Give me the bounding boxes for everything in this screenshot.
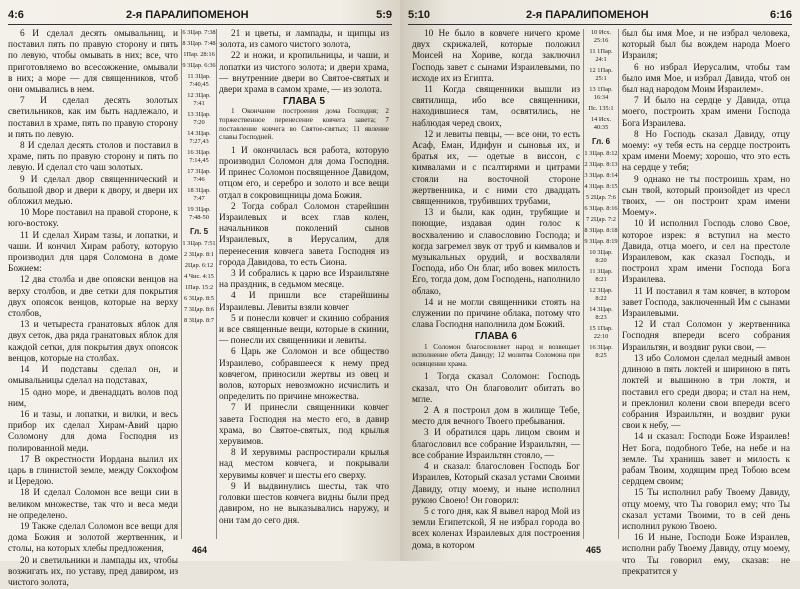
cross-ref: 15 1Пар. 22:10 — [589, 325, 613, 340]
cross-ref-chapter-label: Гл. 5 — [189, 227, 209, 236]
cross-ref: 13 1Пар. 16:34 — [589, 86, 613, 101]
cross-ref: 13 3Цар. 7:20 — [187, 111, 211, 126]
verse: 7 И сделал десять золотых светильников, как им быть надлежало, и поставил в храме, пять по правую сторону и пять по левую. — [8, 96, 178, 140]
header-verse-end: 6:16 — [769, 9, 792, 21]
text-column-2 — [219, 29, 389, 539]
text-column-1 — [8, 29, 178, 588]
verse: 16 и тазы, и лопатки, и вилки, и весь прибор их сделал Хирам-Авий царю Соломону для дома Господня из полированной меди. — [8, 409, 178, 454]
cross-ref: 8 3Цар. 8:18 — [584, 227, 618, 234]
verse: 7 И было на сердце у Давида, отца моего, построить храм имени Господа Бога Израилева. — [622, 96, 790, 129]
verse: 13 и четыреста гранатовых яблок для двух сеток, два ряда гранатовых яблок для каждой сетки, для покрытия двух опоясок венцов, которые на столбах. — [8, 320, 178, 364]
cross-ref: 14 Исх. 40:35 — [590, 116, 612, 131]
verse: 7 И принесли священники ковчег завета Господня на место его, в давир храма, во Святое-святых, под крылья херувимов. — [219, 403, 389, 448]
cross-ref: 12 3Цар. 7:41 — [187, 92, 211, 107]
cross-ref: 14 3Цар. 7:27,43 — [187, 130, 211, 145]
verse: 20 и светильники и лампады их, чтобы возжигать их, по уставу, пред давиром, из чистого золота, — [8, 555, 178, 588]
verse: 10 Не было в ковчеге ничего кроме двух скрижалей, которые положил Моисей на Хориве, когда заключил Господь завет с сынами Израилевыми, по исходе их из Египта. — [412, 29, 580, 84]
cross-ref: 11 3Цар. 7:40,45 — [187, 73, 211, 88]
verse: 9 И выдвинулись шесты, так что головки шестов ковчега видны были пред давиром, но не выказывались наружу, и они там до сего дня. — [219, 481, 389, 526]
verse: 4 и сказал: благословен Господь Бог Израилев, Который сказал устами Своими Давиду, отцу моему, и ныне исполнил рукою Своею! Он говорил: — [412, 462, 580, 506]
header-book-title: 2-я ПАРАЛИПОМЕНОН — [126, 9, 249, 21]
cross-ref: 3 3Цар. 8:14 — [584, 172, 618, 179]
cross-ref: 8 3Цар. 7:48 — [182, 40, 216, 47]
cross-ref: 10 Исх. 25:16 — [590, 29, 612, 44]
header-book-title: 2-я ПАРАЛИПОМЕНОН — [526, 9, 649, 21]
verse: 6 но избрал Иерусалим, чтобы там было имя Мое, и избрал Давида, чтоб он был над народом Моим Израилем». — [622, 62, 790, 96]
cross-ref: 2 3Цар. 8:13 — [584, 161, 618, 168]
cross-ref: 12 3Цар. 8:22 — [589, 287, 613, 302]
verse: 13 ибо Соломон сделал медный амвон длиною в пять локтей и шириною в пять локтей и вышиною в три локтя, и поставил его среди двора; и стал на нем, и преклонил колени свои впереди всего собрания Израильтян, и воздвиг руки свои к небу, — — [622, 353, 790, 432]
page-header — [408, 9, 792, 23]
verse: 14 И подставы сделал он, и омывальницы сделал на подставах, — [8, 365, 178, 387]
verse: 8 И херувимы распростирали крылья над местом ковчега, и покрывали херувимы ковчег и шесты его сверху. — [219, 448, 389, 481]
verse: 1 И окончилась вся работа, которую производил Соломон для дома Господня. И принес Соломон посвященное Давидом, отцом его, и серебро и золото и все вещи отдал в сокровищницы дома Божия. — [219, 145, 389, 201]
verse: 12 И стал Соломон у жертвенника Господня впереди всего собрания Израильтян, и воздвиг руки свои, — — [622, 320, 790, 353]
verse: 10 Море поставил на правой стороне, к юго-востоку. — [8, 208, 178, 230]
chapter-summary: 1 Соломон благословляет народ и возвещает исполнение обета Давиду; 12 молитва Соломона при освящении храма. — [412, 342, 580, 368]
verse: 5 с того дня, как Я вывел народ Мой из земли Египетской, Я не избрал города во всех коленах Израилевых для построения дома, в котором — [412, 506, 580, 551]
verse: 11 И поставил я там ковчег, в котором завет Господа, заключенный Им с сынами Израилевыми. — [622, 286, 790, 320]
verse: 5 и понесли ковчег и скинию собрания и все священные вещи, которые в скинии, — понесли их священники и левиты. — [219, 313, 389, 347]
cross-ref: 7 2Цар. 7:2 — [586, 216, 616, 223]
cross-ref: 12 1Пар. 25:1 — [589, 67, 613, 82]
cross-ref: 1 3Цар. 8:12 — [584, 150, 618, 157]
page-header — [8, 9, 392, 23]
verse: 21 и цветы, и лампады, и щипцы из золота, из самого чистого золота, — [219, 29, 389, 51]
header-rule — [8, 24, 392, 25]
verse: 6 И сделал десять омывальниц, и поставил пять по правую сторону и пять по левую, чтобы омывать в них; все, что приготовляемо во всесожжение, омывали в них; а море — для священников, чтоб они омывались в нем. — [8, 29, 178, 96]
verse: 3 И собрались к царю все Израильтяне на праздник, в седьмом месяце. — [219, 269, 389, 291]
verse: 12 и левиты певцы, — все они, то есть Асаф, Еман, Идифун и сыновья их, и братья их, — одетые в виссон, с кимвалами и с псалтирями и цитрами стояли на восточной стороне жертвенника, и с ними сто двадцать священников, трубивших трубами, — [412, 129, 580, 208]
verse: 18 И сделал Соломон все вещи сии в великом множестве, так что и веса меди не определено. — [8, 488, 178, 521]
cross-ref: 9 3Цар. 6:36 — [182, 62, 216, 69]
verse: 8 И сделал десять столов и поставил в храме, пять по правую сторону и пять по левую. И сделал сто чаш золотых. — [8, 141, 178, 174]
cross-ref: 9 3Цар. 8:19 — [584, 238, 618, 245]
header-rule — [408, 24, 792, 25]
verse: 15 Ты исполнил рабу Твоему Давиду, отцу моему, что Ты говорил ему; что Ты сказал устами Твоими, то в сей день исполнил рукою Твоею. — [622, 488, 790, 532]
verse: 17 В окрестности Иордана вылил их царь в глинистой земле, между Сокхофом и Цередою. — [8, 454, 178, 488]
cross-ref: 4 Чис. 4:15 — [184, 273, 214, 280]
cross-ref-chapter-label: Гл. 6 — [591, 137, 611, 146]
chapter-summary: 1 Окончание построения дома Господня; 2 торжественное перенесение ковчега завета; 7 поставление ковчега во Святое-святых; 11 явление славы Господней. — [219, 107, 389, 142]
cross-ref: 17 3Цар. 7:46 — [187, 168, 211, 183]
cross-ref: Пс. 135:1 — [588, 105, 614, 112]
left-page — [0, 0, 400, 588]
cross-ref: 11 1Пар. 24:1 — [589, 48, 613, 63]
cross-ref: 7 3Цар. 8:6 — [184, 306, 214, 313]
verse: 2 Тогда собрал Соломон старейшин Израилевых и всех глав колен, начальников поколений сынов Израилевых, в Иерусалим, для перенесения ковчега завета Господня из города Давидова, то есть Сиона. — [219, 201, 389, 268]
cross-ref: 8 3Цар. 8:7 — [184, 317, 214, 324]
verse: 10 И исполнил Господь слово Свое, которое изрек: я вступил на место Давида, отца моего, и сел на престоле Израилевом, как сказал Господь, и построил храм имени Господа Бога Израилева. — [622, 219, 790, 286]
verse: 15 одно море, и двенадцать волов под ним, — [8, 387, 178, 409]
text-column-1 — [412, 29, 580, 551]
verse: 2 А я построил дом в жилище Тебе, место для вечного Твоего пребывания. — [412, 406, 580, 428]
verse: 14 и сказал: Господи Боже Израилев! Нет Бога, подобного Тебе, на небе и на земле. Ты хранишь завет и милость к рабам Твоим, ходящим пред Тобою всем сердцем своим; — [622, 432, 790, 488]
chapter-title: ГЛАВА 5 — [283, 96, 325, 108]
cross-ref: 4 3Цар. 8:15 — [584, 183, 618, 190]
verse: 4 И пришли все старейшины Израилевы. Левиты взяли ковчег — [219, 291, 389, 313]
cross-ref: 10 3Цар. 8:20 — [589, 249, 613, 264]
cross-ref: 16 3Цар. 7:14,45 — [187, 149, 211, 164]
cross-ref: 18 3Цар. 7:47 — [187, 187, 211, 202]
cross-ref: 2 3Цар. 8:1 — [184, 251, 214, 258]
page-number: 464 — [192, 545, 208, 555]
verse: 16 И ныне, Господи Боже Израилев, исполни рабу Твоему Давиду, отцу моему, что Ты говорил ему, сказав: не прекратится у — [622, 533, 790, 577]
cross-ref: 2Цар. 6:12 — [184, 262, 214, 269]
verse: был бы имя Мое, и не избрал человека, который был бы вождем народа Моего Израиля; — [622, 29, 790, 62]
header-verse-start: 5:10 — [408, 9, 431, 21]
cross-ref: 6 3Цар. 8:16 — [584, 205, 618, 212]
header-verse-start: 4:6 — [8, 9, 24, 21]
verse: 11 Когда священники вышли из святилища, ибо все священники, находившиеся там, освятились, не наблюдая черед своих, — [412, 85, 580, 129]
verse: 22 и ножи, и кропильницы, и чаши, и лопатки из чистого золота; и двери храма, — внутренние двери во Святое-святых и двери храма в самом храме, — из золота. — [219, 51, 389, 96]
cross-ref: 5 2Цар. 7:6 — [586, 194, 616, 201]
verse: 19 Также сделал Соломон все вещи для дома Божия и золотой жертвенник, и столы, на которых хлебы предложения, — [8, 521, 178, 555]
page-number: 465 — [586, 545, 602, 555]
verse: 13 и были, как один, трубящие и поющие, издавая один голос к восхвалению и славословию Господа; и когда загремел звук от труб и кимвалов и музыкальных орудий, и восхваляли Господа, ибо Он благ, ибо вовек милость Его, тогда дом, дом Господень, наполнило облако, — [412, 208, 580, 297]
cross-ref: 14 3Цар. 8:23 — [589, 306, 613, 321]
cross-ref: 1Пар. 15:2 — [184, 284, 214, 291]
verse: 9 И сделал двор священнический и большой двор и двери к двору, и двери их обложил медью. — [8, 174, 178, 208]
cross-reference-column — [181, 29, 217, 539]
cross-ref: 16 3Цар. 8:25 — [589, 344, 613, 359]
verse: 6 Царь же Соломон и все общество Израилево, собравшееся к нему пред ковчегом, приносили жертвы из овец и волов, которых невозможно исчислить и определить по причине множества. — [219, 347, 389, 403]
cross-ref: 1 3Цар. 7:51 — [182, 240, 216, 247]
verse: 1 Тогда сказал Соломон: Господь сказал, что Он благоволит обитать во мгле. — [412, 372, 580, 405]
cross-reference-column — [583, 29, 619, 539]
header-verse-end: 5:9 — [376, 9, 392, 21]
cross-ref: 6 3Цар. 7:38 — [182, 29, 216, 36]
verse: 11 И сделал Хирам тазы, и лопатки, и чаши. И кончил Хирам работу, которую производил для царя Соломона в доме Божием: — [8, 230, 178, 275]
cross-ref: 6 3Цар. 8:5 — [184, 295, 214, 302]
cross-ref: 19 3Цар. 7:48-50 — [187, 206, 211, 221]
cross-ref: 11 3Цар. 8:21 — [589, 268, 613, 283]
verse: 14 и не могли священники стоять на служении по причине облака, потому что слава Господня наполнила дом Божий. — [412, 297, 580, 331]
verse: 9 однако не ты построишь храм, но сын твой, который произойдет из чресл твоих, — он построит храм имени Моему». — [622, 174, 790, 219]
cross-ref: 1Пар. 28:16 — [183, 51, 215, 58]
text-column-2 — [622, 29, 790, 577]
right-page — [400, 0, 800, 577]
verse: 3 И обратился царь лицом своим и благословил все собрание Израильтян, — все собрание Израильтян стояло, — — [412, 428, 580, 461]
verse: 8 Но Господь сказал Давиду, отцу моему: «у тебя есть на сердце построить храм имени Моему; хорошо, что это есть на сердце у тебя; — [622, 129, 790, 174]
verse: 12 два столба и две опояски венцов на верху столбов, и две сетки для покрытия двух опоясок венцов, которые на верху столбов, — [8, 275, 178, 320]
chapter-title: ГЛАВА 6 — [475, 331, 517, 343]
